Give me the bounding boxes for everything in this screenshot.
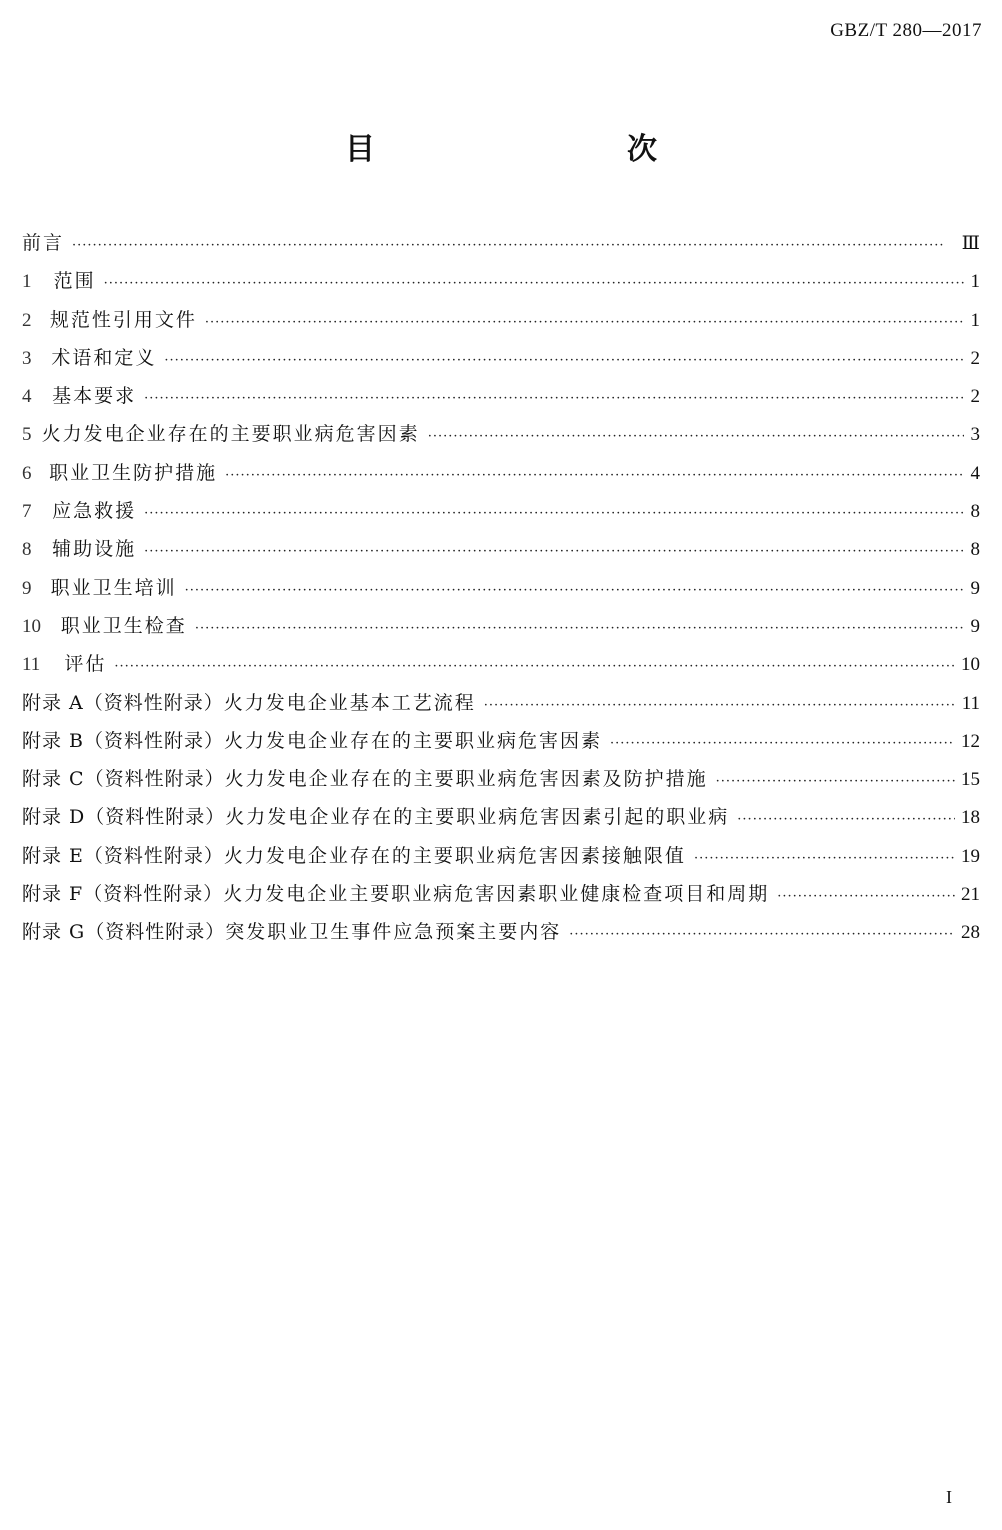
toc-annex-prefix: 附录 F（资料性附录） bbox=[22, 883, 224, 906]
toc-item-text: 火力发电企业存在的主要职业病危害因素接触限值 bbox=[223, 844, 686, 867]
toc-leader-dots bbox=[164, 342, 964, 380]
toc-item-page: 19 bbox=[961, 845, 980, 867]
toc-item-number: 2 bbox=[22, 309, 32, 331]
toc-item-page: 28 bbox=[961, 922, 980, 944]
toc-item-number: 8 bbox=[22, 539, 32, 561]
toc-item-number: 3 bbox=[22, 347, 32, 369]
toc-item-page: 8 bbox=[970, 539, 980, 561]
toc-item-text: 应急救援 bbox=[52, 500, 137, 523]
toc-item-foreword[interactable] bbox=[22, 224, 980, 262]
toc-annex-prefix: 附录 C（资料性附录） bbox=[22, 768, 225, 791]
toc-leader-dots bbox=[777, 878, 955, 916]
toc-item-9[interactable] bbox=[22, 569, 980, 607]
toc-item-text: 规范性引用文件 bbox=[49, 308, 197, 331]
toc-item-page: 8 bbox=[970, 501, 980, 523]
toc-item-page: 9 bbox=[970, 615, 980, 637]
toc-item-text: 突发职业卫生事件应急预案主要内容 bbox=[225, 921, 562, 944]
toc-annex-d[interactable] bbox=[22, 798, 980, 836]
toc-item-text: 前言 bbox=[22, 232, 65, 254]
toc-item-text: 火力发电企业存在的主要职业病危害因素及防护措施 bbox=[224, 768, 708, 791]
toc-item-page: 9 bbox=[970, 577, 980, 599]
toc-item-text: 火力发电企业基本工艺流程 bbox=[223, 691, 476, 714]
page-number: I bbox=[946, 1487, 952, 1507]
toc-item-page: 10 bbox=[961, 654, 980, 676]
toc-item-11[interactable] bbox=[22, 645, 980, 683]
toc-leader-dots bbox=[716, 763, 955, 801]
toc-item-number: 6 bbox=[22, 462, 32, 484]
toc-item-page: 11 bbox=[961, 692, 980, 714]
toc-leader-dots bbox=[185, 572, 964, 610]
toc-annex-prefix: 附录 G（资料性附录） bbox=[22, 921, 226, 944]
toc-item-text: 职业卫生防护措施 bbox=[49, 461, 218, 484]
table-of-contents bbox=[22, 224, 980, 952]
toc-leader-dots bbox=[114, 648, 955, 686]
toc-item-number: 7 bbox=[22, 501, 32, 523]
toc-item-page: 12 bbox=[961, 730, 980, 752]
standard-code: GBZ/T 280—2017 bbox=[830, 20, 982, 41]
toc-annex-prefix: 附录 D（资料性附录） bbox=[22, 806, 226, 829]
toc-item-number: 5 bbox=[22, 424, 32, 446]
toc-leader-dots bbox=[144, 495, 964, 533]
toc-item-text: 火力发电企业存在的主要职业病危害因素 bbox=[41, 423, 420, 446]
toc-leader-dots bbox=[428, 418, 964, 456]
toc-item-number: 10 bbox=[22, 615, 41, 637]
toc-leader-dots bbox=[104, 265, 964, 303]
toc-item-10[interactable] bbox=[22, 607, 980, 645]
toc-item-text: 范围 bbox=[53, 270, 96, 293]
toc-item-text: 火力发电企业主要职业病危害因素职业健康检查项目和周期 bbox=[223, 883, 770, 906]
toc-item-number: 4 bbox=[22, 386, 32, 408]
toc-leader-dots bbox=[144, 533, 964, 571]
toc-item-page: 3 bbox=[970, 424, 980, 446]
toc-item-8[interactable] bbox=[22, 530, 980, 568]
toc-item-text: 火力发电企业存在的主要职业病危害因素引起的职业病 bbox=[225, 806, 730, 829]
toc-leader-dots bbox=[72, 227, 956, 265]
toc-item-page: 4 bbox=[970, 462, 980, 484]
toc-item-page: 2 bbox=[970, 347, 980, 369]
toc-leader-dots bbox=[737, 801, 955, 839]
toc-item-number: 1 bbox=[22, 271, 32, 293]
toc-item-page: 1 bbox=[970, 309, 980, 331]
toc-item-text: 职业卫生检查 bbox=[60, 614, 187, 637]
page-title: 目 次 bbox=[345, 132, 721, 167]
toc-item-page: 15 bbox=[961, 769, 980, 791]
toc-leader-dots bbox=[205, 304, 964, 342]
toc-item-page: 1 bbox=[970, 271, 980, 293]
toc-leader-dots bbox=[225, 457, 964, 495]
toc-item-7[interactable] bbox=[22, 492, 980, 530]
toc-item-text: 术语和定义 bbox=[51, 346, 157, 369]
toc-item-page: 21 bbox=[961, 884, 980, 906]
toc-item-text: 评估 bbox=[64, 653, 107, 676]
toc-leader-dots bbox=[144, 380, 964, 418]
toc-annex-prefix: 附录 E（资料性附录） bbox=[22, 844, 224, 867]
toc-item-text: 职业卫生培训 bbox=[50, 576, 177, 599]
toc-annex-c[interactable] bbox=[22, 760, 980, 798]
toc-leader-dots bbox=[610, 725, 955, 763]
toc-annex-prefix: 附录 B（资料性附录） bbox=[22, 729, 225, 752]
toc-annex-e[interactable] bbox=[22, 837, 980, 875]
toc-annex-b[interactable] bbox=[22, 722, 980, 760]
toc-item-page: Ⅲ bbox=[961, 233, 980, 254]
toc-item-1[interactable] bbox=[22, 262, 980, 300]
toc-annex-f[interactable] bbox=[22, 875, 980, 913]
toc-leader-dots bbox=[195, 610, 964, 648]
toc-item-4[interactable] bbox=[22, 377, 980, 415]
toc-item-page: 2 bbox=[970, 386, 980, 408]
toc-annex-a[interactable] bbox=[22, 684, 980, 722]
toc-item-5[interactable] bbox=[22, 415, 980, 453]
toc-item-6[interactable] bbox=[22, 454, 980, 492]
toc-leader-dots bbox=[484, 687, 956, 725]
toc-item-number: 9 bbox=[22, 577, 32, 599]
toc-item-text: 火力发电企业存在的主要职业病危害因素 bbox=[224, 729, 603, 752]
toc-item-text: 基本要求 bbox=[52, 385, 137, 408]
toc-item-number: 11 bbox=[22, 654, 41, 676]
toc-leader-dots bbox=[694, 840, 955, 878]
toc-item-text: 辅助设施 bbox=[52, 538, 137, 561]
toc-annex-g[interactable] bbox=[22, 913, 980, 951]
toc-annex-prefix: 附录 A（资料性附录） bbox=[22, 691, 224, 714]
toc-leader-dots bbox=[569, 916, 955, 954]
toc-item-3[interactable] bbox=[22, 339, 980, 377]
toc-item-2[interactable] bbox=[22, 301, 980, 339]
toc-item-page: 18 bbox=[961, 807, 980, 829]
